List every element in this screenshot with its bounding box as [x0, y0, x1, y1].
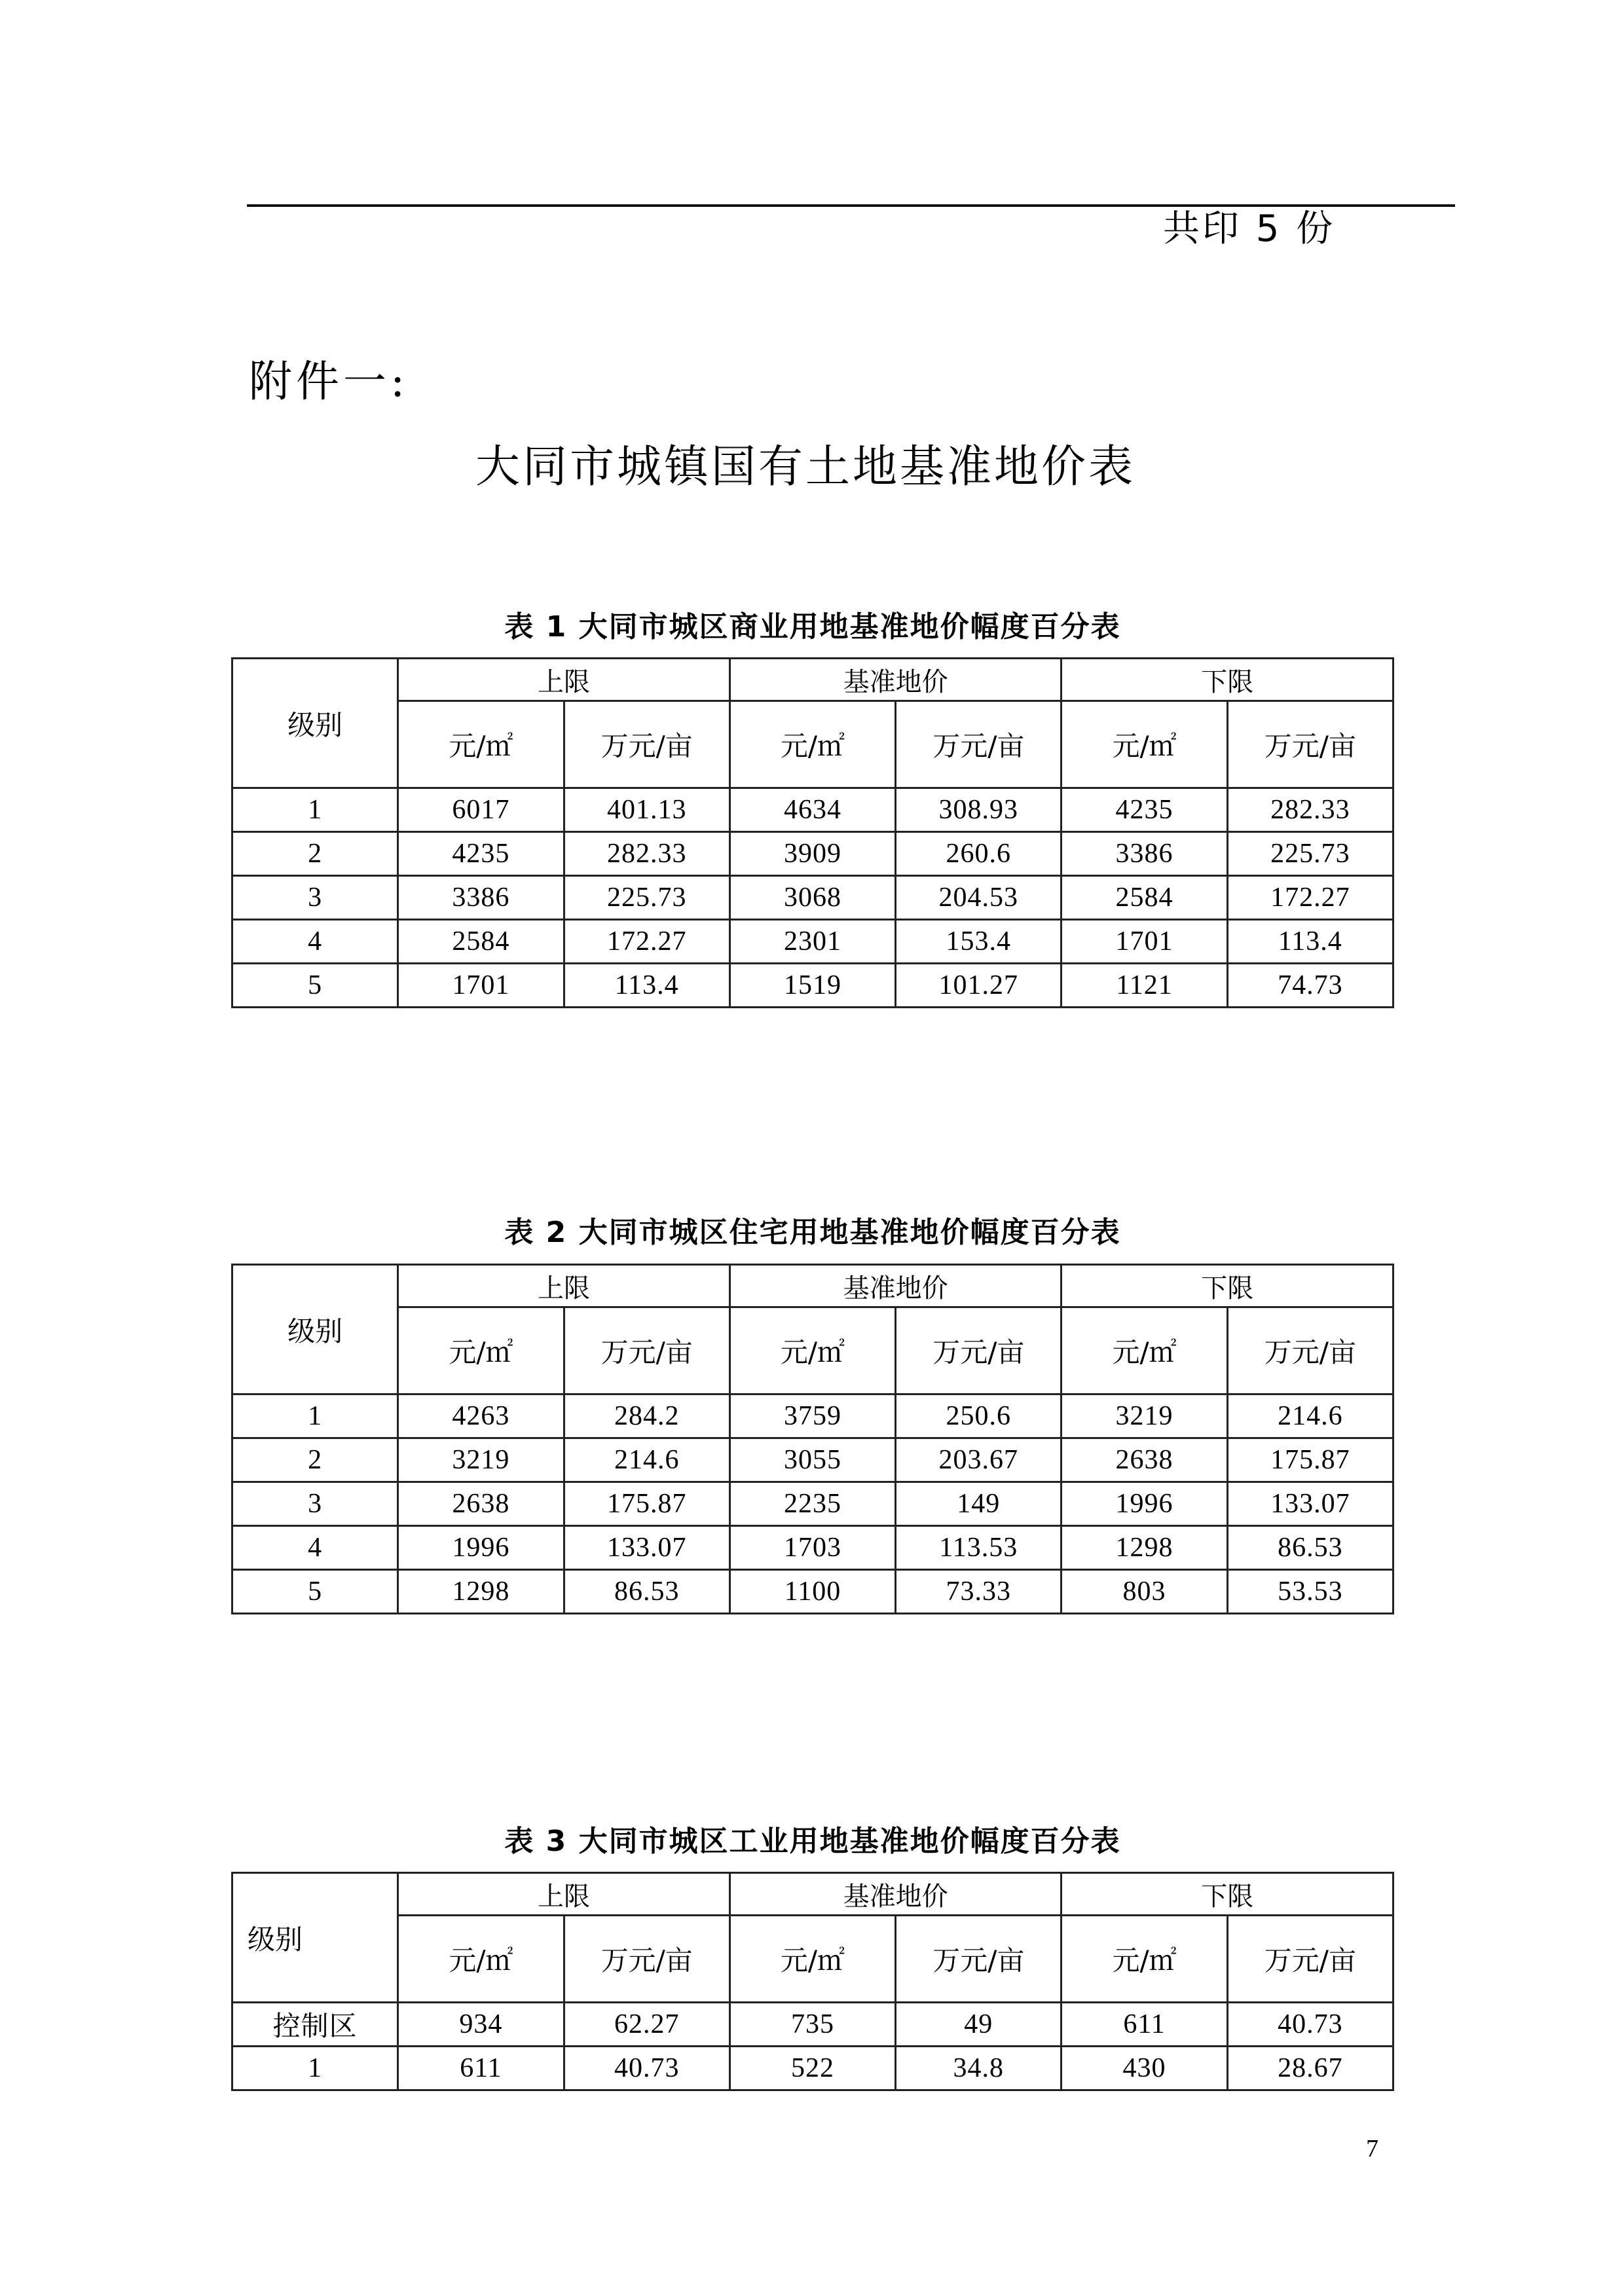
table-3-industrial: [231, 1872, 1394, 2091]
col-header-upper-sqm: 元/㎡: [398, 1916, 564, 2003]
table-1-title: 表 1 大同市城区商业用地基准地价幅度百分表: [504, 610, 1121, 644]
cell-upper-sqm: 611: [398, 2047, 564, 2090]
cell-lower-sqm: 1701: [1061, 920, 1227, 964]
col-header-level: 级别: [232, 1873, 398, 2003]
cell-upper-sqm: 1996: [398, 1526, 564, 1570]
col-group-lower: 下限: [1061, 1873, 1393, 1916]
cell-base-mu: 308.93: [896, 788, 1061, 832]
col-header-lower-mu: 万元/亩: [1227, 701, 1393, 788]
cell-base-mu: 203.67: [896, 1438, 1061, 1482]
table-row: [232, 2003, 1393, 2047]
cell-upper-mu: 113.4: [564, 964, 729, 1008]
cell-base-mu: 34.8: [896, 2047, 1061, 2090]
cell-upper-mu: 133.07: [564, 1526, 729, 1570]
col-header-base-sqm: 元/㎡: [729, 701, 895, 788]
cell-lower-mu: 133.07: [1227, 1482, 1393, 1526]
cell-lower-sqm: 430: [1061, 2047, 1227, 2090]
table-row: [232, 920, 1393, 964]
cell-base-sqm: 1100: [729, 1570, 895, 1614]
col-header-lower-mu: 万元/亩: [1227, 1916, 1393, 2003]
cell-upper-sqm: 3386: [398, 876, 564, 920]
cell-upper-sqm: 1298: [398, 1570, 564, 1614]
col-header-base-sqm: 元/㎡: [729, 1916, 895, 2003]
cell-level: 5: [232, 964, 398, 1008]
cell-upper-mu: 401.13: [564, 788, 729, 832]
col-header-upper-mu: 万元/亩: [564, 701, 729, 788]
cell-upper-mu: 214.6: [564, 1438, 729, 1482]
col-header-upper-sqm: 元/㎡: [398, 701, 564, 788]
table-row: [232, 788, 1393, 832]
cell-base-mu: 153.4: [896, 920, 1061, 964]
cell-upper-mu: 225.73: [564, 876, 729, 920]
cell-upper-sqm: 1701: [398, 964, 564, 1008]
cell-lower-sqm: 1996: [1061, 1482, 1227, 1526]
col-group-base: 基准地价: [729, 1873, 1061, 1916]
cell-base-sqm: 3759: [729, 1394, 895, 1438]
cell-lower-mu: 74.73: [1227, 964, 1393, 1008]
table-row: [232, 832, 1393, 876]
col-group-upper: 上限: [398, 1873, 730, 1916]
cell-lower-sqm: 3386: [1061, 832, 1227, 876]
cell-level: 5: [232, 1570, 398, 1614]
col-header-level: 级别: [232, 659, 398, 788]
cell-level: 控制区: [232, 2003, 398, 2047]
col-header-base-mu: 万元/亩: [896, 701, 1061, 788]
col-header-base-mu: 万元/亩: [896, 1307, 1061, 1394]
cell-upper-mu: 282.33: [564, 832, 729, 876]
table-row: [232, 2047, 1393, 2090]
cell-lower-mu: 28.67: [1227, 2047, 1393, 2090]
cell-base-sqm: 2301: [729, 920, 895, 964]
cell-lower-sqm: 2584: [1061, 876, 1227, 920]
cell-upper-sqm: 4235: [398, 832, 564, 876]
cell-base-sqm: 1703: [729, 1526, 895, 1570]
cell-lower-sqm: 611: [1061, 2003, 1227, 2047]
cell-base-mu: 49: [896, 2003, 1061, 2047]
cell-upper-mu: 284.2: [564, 1394, 729, 1438]
cell-level: 3: [232, 1482, 398, 1526]
cell-upper-mu: 175.87: [564, 1482, 729, 1526]
cell-level: 2: [232, 832, 398, 876]
table-2-title: 表 2 大同市城区住宅用地基准地价幅度百分表: [504, 1216, 1121, 1249]
cell-level: 1: [232, 2047, 398, 2090]
col-header-base-sqm: 元/㎡: [729, 1307, 895, 1394]
cell-lower-sqm: 803: [1061, 1570, 1227, 1614]
cell-lower-mu: 113.4: [1227, 920, 1393, 964]
cell-upper-sqm: 6017: [398, 788, 564, 832]
col-header-base-mu: 万元/亩: [896, 1916, 1061, 2003]
cell-lower-mu: 40.73: [1227, 2003, 1393, 2047]
page-title: 大同市城镇国有土地基准地价表: [475, 441, 1135, 493]
cell-level: 1: [232, 1394, 398, 1438]
table-row: [232, 1526, 1393, 1570]
cell-level: 3: [232, 876, 398, 920]
table-row: [232, 1570, 1393, 1614]
cell-lower-sqm: 1298: [1061, 1526, 1227, 1570]
cell-base-mu: 101.27: [896, 964, 1061, 1008]
col-header-upper-mu: 万元/亩: [564, 1307, 729, 1394]
cell-upper-sqm: 4263: [398, 1394, 564, 1438]
cell-base-sqm: 522: [729, 2047, 895, 2090]
cell-upper-mu: 172.27: [564, 920, 729, 964]
attachment-label: 附件一:: [249, 356, 409, 407]
cell-base-sqm: 1519: [729, 964, 895, 1008]
col-header-upper-sqm: 元/㎡: [398, 1307, 564, 1394]
cell-lower-sqm: 2638: [1061, 1438, 1227, 1482]
cell-lower-sqm: 1121: [1061, 964, 1227, 1008]
col-group-lower: 下限: [1061, 659, 1393, 701]
table-row: [232, 1482, 1393, 1526]
cell-lower-mu: 172.27: [1227, 876, 1393, 920]
col-header-lower-sqm: 元/㎡: [1061, 701, 1227, 788]
cell-lower-mu: 214.6: [1227, 1394, 1393, 1438]
cell-base-mu: 204.53: [896, 876, 1061, 920]
cell-upper-sqm: 934: [398, 2003, 564, 2047]
cell-base-mu: 260.6: [896, 832, 1061, 876]
cell-base-sqm: 4634: [729, 788, 895, 832]
cell-lower-mu: 175.87: [1227, 1438, 1393, 1482]
table-1-commercial: [231, 657, 1394, 1008]
col-header-upper-mu: 万元/亩: [564, 1916, 729, 2003]
cell-upper-sqm: 2638: [398, 1482, 564, 1526]
copies-note: 共印 5 份: [1163, 208, 1336, 250]
col-header-level: 级别: [232, 1265, 398, 1394]
cell-level: 2: [232, 1438, 398, 1482]
cell-lower-sqm: 4235: [1061, 788, 1227, 832]
table-row: [232, 1394, 1393, 1438]
cell-lower-mu: 86.53: [1227, 1526, 1393, 1570]
cell-level: 4: [232, 920, 398, 964]
cell-base-mu: 113.53: [896, 1526, 1061, 1570]
cell-base-sqm: 3909: [729, 832, 895, 876]
cell-lower-sqm: 3219: [1061, 1394, 1227, 1438]
cell-base-mu: 250.6: [896, 1394, 1061, 1438]
cell-base-sqm: 3068: [729, 876, 895, 920]
col-group-upper: 上限: [398, 1265, 730, 1307]
col-header-lower-mu: 万元/亩: [1227, 1307, 1393, 1394]
col-header-lower-sqm: 元/㎡: [1061, 1916, 1227, 2003]
cell-upper-sqm: 3219: [398, 1438, 564, 1482]
col-group-upper: 上限: [398, 659, 730, 701]
table-row: [232, 964, 1393, 1008]
cell-base-mu: 149: [896, 1482, 1061, 1526]
cell-base-sqm: 2235: [729, 1482, 895, 1526]
cell-lower-mu: 282.33: [1227, 788, 1393, 832]
col-group-lower: 下限: [1061, 1265, 1393, 1307]
table-row: [232, 876, 1393, 920]
col-header-lower-sqm: 元/㎡: [1061, 1307, 1227, 1394]
col-group-base: 基准地价: [729, 659, 1061, 701]
table-3-title: 表 3 大同市城区工业用地基准地价幅度百分表: [504, 1825, 1121, 1858]
cell-upper-sqm: 2584: [398, 920, 564, 964]
page-number: 7: [1366, 2135, 1378, 2162]
table-2-residential: [231, 1264, 1394, 1614]
cell-lower-mu: 225.73: [1227, 832, 1393, 876]
cell-lower-mu: 53.53: [1227, 1570, 1393, 1614]
cell-base-sqm: 3055: [729, 1438, 895, 1482]
table-row: [232, 1438, 1393, 1482]
cell-base-sqm: 735: [729, 2003, 895, 2047]
cell-base-mu: 73.33: [896, 1570, 1061, 1614]
cell-level: 4: [232, 1526, 398, 1570]
cell-level: 1: [232, 788, 398, 832]
cell-upper-mu: 86.53: [564, 1570, 729, 1614]
cell-upper-mu: 62.27: [564, 2003, 729, 2047]
col-group-base: 基准地价: [729, 1265, 1061, 1307]
cell-upper-mu: 40.73: [564, 2047, 729, 2090]
